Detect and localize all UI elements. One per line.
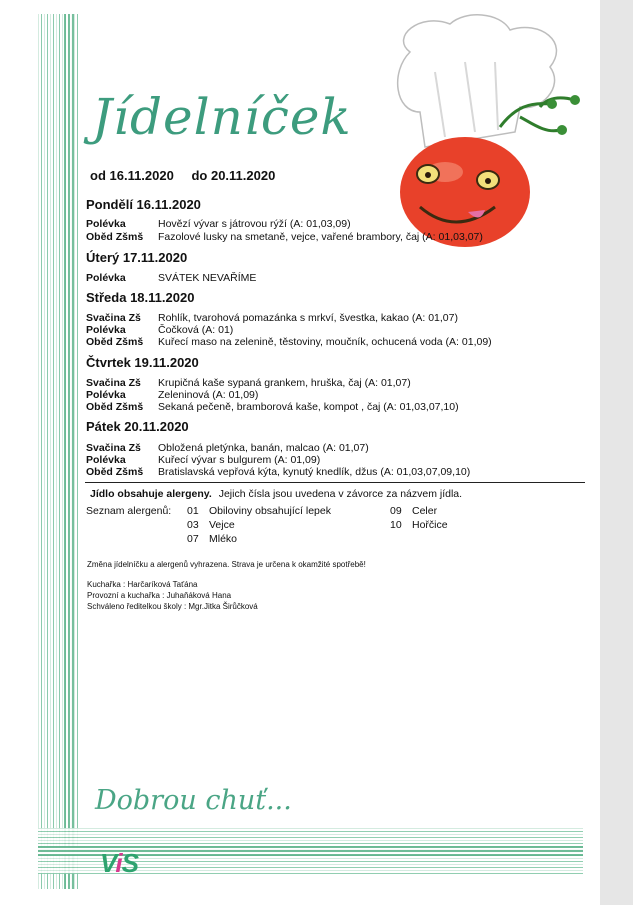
footer-notice: Změna jídelníčku a alergenů vyhrazena. Strava je určena k okamžité spotřebě! — [87, 560, 366, 569]
vis-logo: ViS — [100, 848, 138, 878]
meal-text: Kuřecí maso na zelenině, těstoviny, moučník, ochucená voda (A: 01,09) — [158, 336, 492, 348]
meal-label: Polévka — [86, 218, 126, 230]
meal-label: Oběd Zšmš — [86, 336, 144, 348]
page-title: Jídelníček — [92, 88, 352, 146]
meal-row — [86, 401, 459, 413]
meal-label: Svačina Zš — [86, 312, 141, 324]
allergen-item: 10 Hořčice — [390, 519, 448, 531]
allergen-note-bold: Jídlo obsahuje alergeny. — [90, 488, 212, 500]
footer-cook: Kuchařka : Harčaríková Taťána — [87, 580, 198, 589]
meal-row — [86, 324, 233, 336]
allergen-note — [90, 488, 462, 500]
meal-label: Oběd Zšmš — [86, 466, 144, 478]
allergen-list-label: Seznam alergenů: — [86, 505, 172, 517]
meal-row — [86, 272, 256, 284]
tomato-chef-hat-icon — [380, 12, 585, 252]
day-heading: Pátek 20.11.2020 — [86, 419, 189, 434]
meal-row — [86, 336, 492, 348]
meal-label: Svačina Zš — [86, 442, 141, 454]
meal-label: Polévka — [86, 324, 126, 336]
allergen-item: 03 Vejce — [187, 519, 235, 531]
meal-text: SVÁTEK NEVAŘÍME — [158, 272, 257, 284]
footer-approved: Schváleno ředitelkou školy : Mgr.Jitka Širůčková — [87, 602, 258, 611]
meal-row — [86, 231, 483, 243]
signoff: Dobrou chuť... — [95, 785, 292, 816]
day-heading: Středa 18.11.2020 — [86, 290, 195, 305]
meal-row — [86, 454, 320, 466]
meal-row — [86, 442, 369, 454]
meal-label: Svačina Zš — [86, 377, 141, 389]
meal-text: Čočková (A: 01) — [158, 324, 234, 336]
meal-text: Obložená pletýnka, banán, malcao (A: 01,07) — [158, 442, 369, 454]
meal-text: Hovězí vývar s játrovou rýží (A: 01,03,09) — [158, 218, 351, 230]
divider — [85, 482, 585, 483]
allergen-item: 01 Obiloviny obsahující lepek — [187, 505, 331, 517]
menu-period — [90, 168, 289, 183]
allergen-note-text: Jejich čísla jsou uvedena v závorce za názvem jídla. — [218, 488, 463, 500]
meal-text: Bratislavská vepřová kýta, kynutý knedlík, džus (A: 01,03,07,09,10) — [158, 466, 471, 478]
meal-label: Polévka — [86, 389, 126, 401]
allergen-item: 07 Mléko — [187, 533, 238, 545]
meal-label: Polévka — [86, 272, 126, 284]
meal-text: Krupičná kaše sypaná grankem, hruška, čaj (A: 01,07) — [158, 377, 411, 389]
meal-text: Zeleninová (A: 01,09) — [158, 389, 259, 401]
meal-row — [86, 377, 411, 389]
period-from: od 16.11.2020 — [90, 168, 174, 183]
allergen-item: 09 Celer — [390, 505, 438, 517]
left-stripes-dark — [64, 14, 74, 889]
meal-text: Rohlík, tvarohová pomazánka s mrkví, švestka, kakao (A: 01,07) — [158, 312, 458, 324]
day-heading: Pondělí 16.11.2020 — [86, 197, 201, 212]
meal-row — [86, 312, 458, 324]
period-to: do 20.11.2020 — [191, 168, 276, 183]
meal-text: Kuřecí vývar s bulgurem (A: 01,09) — [158, 454, 321, 466]
day-heading: Čtvrtek 19.11.2020 — [86, 355, 199, 370]
meal-label: Oběd Zšmš — [86, 401, 144, 413]
meal-text: Sekaná pečeně, bramborová kaše, kompot , čaj (A: 01,03,07,10) — [158, 401, 459, 413]
meal-row — [86, 389, 258, 401]
meal-label: Polévka — [86, 454, 126, 466]
footer-manager: Provozní a kuchařka : Juhaňáková Hana — [87, 591, 232, 600]
meal-text: Fazolové lusky na smetaně, vejce, vařené brambory, čaj (A: 01,03,07) — [158, 231, 483, 243]
day-heading: Úterý 17.11.2020 — [86, 250, 188, 265]
meal-row — [86, 466, 470, 478]
meal-label: Oběd Zšmš — [86, 231, 144, 243]
meal-row — [86, 218, 351, 230]
